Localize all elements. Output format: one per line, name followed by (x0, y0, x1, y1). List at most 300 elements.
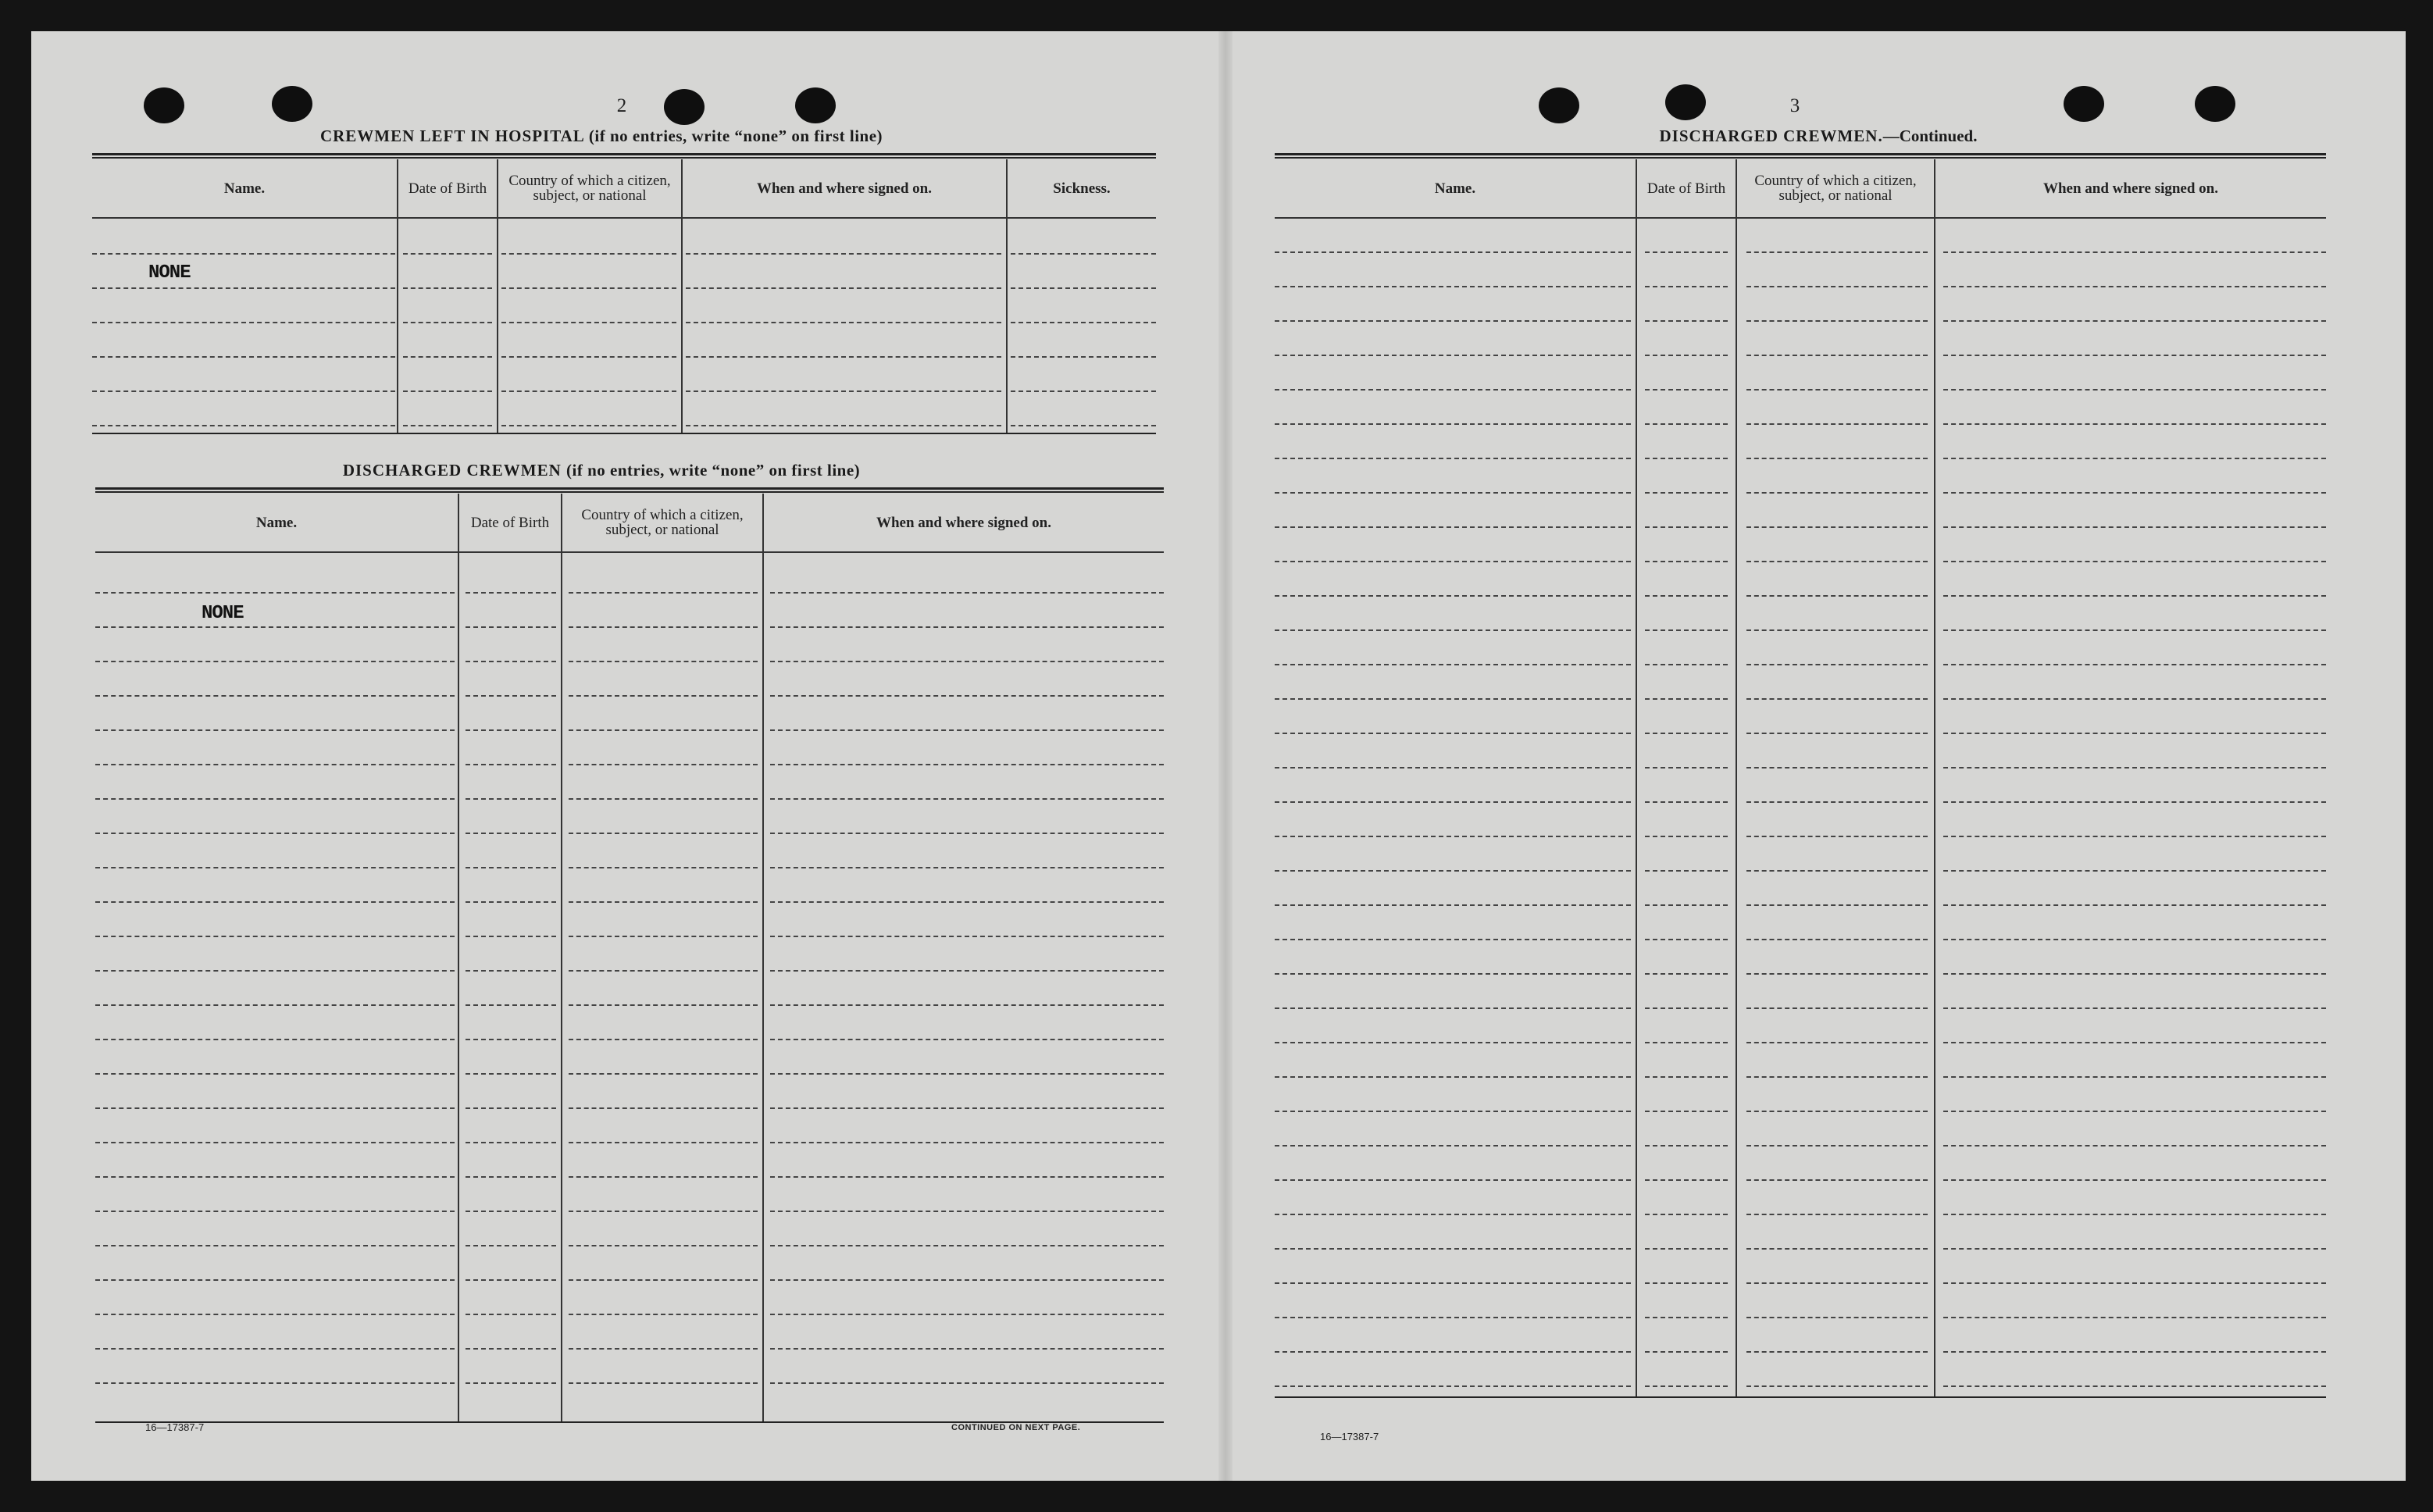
ruled-line (95, 1348, 455, 1350)
ruled-line (1943, 698, 2326, 700)
ruled-line (1645, 526, 1728, 528)
ruled-line (569, 901, 758, 903)
ruled-line (466, 901, 556, 903)
ruled-line (1275, 1282, 1631, 1284)
ruled-line (1746, 595, 1928, 597)
ruled-line (569, 798, 758, 800)
ruled-line (1645, 698, 1728, 700)
ruled-line (770, 1348, 1164, 1350)
ruled-line (1943, 664, 2326, 665)
ruled-line (1943, 629, 2326, 631)
ruled-line (1011, 287, 1156, 289)
form-number: 16—17387-7 (1320, 1431, 1379, 1442)
ruled-line (1746, 1282, 1928, 1284)
ruled-line (569, 729, 758, 731)
column-divider (1636, 159, 1637, 1396)
ruled-line (1645, 801, 1728, 803)
ruled-line (1943, 801, 2326, 803)
ruled-line (1275, 389, 1631, 390)
ruled-line (1943, 458, 2326, 459)
ruled-line (1746, 1007, 1928, 1009)
ruled-line (770, 970, 1164, 972)
ruled-line (466, 798, 556, 800)
ruled-line (1746, 1179, 1928, 1181)
ruled-line (1943, 939, 2326, 940)
ruled-line (466, 1039, 556, 1040)
ruled-line (1275, 801, 1631, 803)
ruled-line (403, 253, 492, 255)
ruled-line (466, 764, 556, 765)
ruled-line (1275, 904, 1631, 906)
ruled-line (1943, 561, 2326, 562)
ruled-line (466, 592, 556, 594)
col-header-country: Country of which a citizen, subject, or national (508, 173, 671, 204)
ruled-line (1943, 767, 2326, 768)
ruled-line (95, 1245, 455, 1246)
ruled-line (1943, 1007, 2326, 1009)
ruled-line (466, 936, 556, 937)
ruled-line (1645, 595, 1728, 597)
ruled-line (569, 936, 758, 937)
ruled-line (770, 833, 1164, 834)
ruled-line (1746, 286, 1928, 287)
ruled-line (1645, 767, 1728, 768)
ruled-line (95, 833, 455, 834)
ruled-line (770, 936, 1164, 937)
ruled-line (1645, 286, 1728, 287)
ruled-line (1746, 904, 1928, 906)
ruled-line (95, 764, 455, 765)
column-divider (681, 159, 683, 433)
ruled-line (1943, 251, 2326, 253)
ruled-line (1943, 526, 2326, 528)
page-fold (1218, 31, 1233, 1481)
ruled-line (1746, 1076, 1928, 1078)
ruled-line (1645, 836, 1728, 837)
ruled-line (770, 661, 1164, 662)
ruled-line (95, 729, 455, 731)
ruled-line (770, 695, 1164, 697)
ruled-line (501, 356, 676, 358)
ruled-line (95, 1211, 455, 1212)
left-page (31, 31, 1218, 1481)
ruled-line (92, 287, 395, 289)
ruled-line (403, 322, 492, 323)
col-header-name: Name. (223, 180, 266, 197)
column-divider (1736, 159, 1737, 1396)
ruled-line (1645, 320, 1728, 322)
ruled-line (569, 695, 758, 697)
ruled-line (1275, 458, 1631, 459)
ruled-line (770, 1004, 1164, 1006)
ruled-line (1645, 251, 1728, 253)
ruled-line (466, 1279, 556, 1281)
col-header-name: Name. (255, 514, 298, 531)
ruled-line (569, 1382, 758, 1384)
discharged-entry: NONE (202, 603, 244, 624)
ruled-line (1645, 1282, 1728, 1284)
ruled-line (1746, 458, 1928, 459)
ruled-line (770, 1382, 1164, 1384)
ruled-line (770, 592, 1164, 594)
ruled-line (1275, 629, 1631, 631)
ruled-line (770, 867, 1164, 868)
ruled-line (1943, 1385, 2326, 1387)
hospital-title-text: CREWMEN LEFT IN HOSPITAL (319, 127, 584, 145)
column-divider (1934, 159, 1935, 1396)
hospital-table (92, 153, 1156, 434)
punch-hole (664, 89, 705, 125)
col-header-country: Country of which a citizen, subject, or national (1754, 173, 1917, 204)
column-divider (1006, 159, 1008, 433)
ruled-line (569, 1211, 758, 1212)
ruled-line (1275, 939, 1631, 940)
ruled-line (686, 390, 1001, 392)
ruled-line (1645, 423, 1728, 425)
ruled-line (686, 356, 1001, 358)
ruled-line (770, 1073, 1164, 1075)
ruled-line (1645, 1111, 1728, 1112)
ruled-line (569, 1073, 758, 1075)
ruled-line (770, 1314, 1164, 1315)
ruled-line (686, 287, 1001, 289)
ruled-line (1943, 355, 2326, 356)
ruled-line (1746, 320, 1928, 322)
ruled-line (1645, 561, 1728, 562)
punch-hole (2064, 86, 2104, 122)
ruled-line (95, 695, 455, 697)
ruled-line (1645, 1385, 1728, 1387)
ruled-line (569, 1348, 758, 1350)
hospital-entry: NONE (148, 262, 191, 284)
ruled-line (1275, 1007, 1631, 1009)
ruled-line (501, 425, 676, 426)
ruled-line (92, 322, 395, 323)
ruled-line (1943, 1282, 2326, 1284)
ruled-line (95, 1039, 455, 1040)
ruled-line (466, 1314, 556, 1315)
right-title-suffix: —Continued. (1882, 127, 1978, 145)
ruled-line (1645, 629, 1728, 631)
right-section-title (1389, 127, 2248, 146)
ruled-line (92, 425, 395, 426)
ruled-line (1746, 801, 1928, 803)
table-bottom-rule (1275, 1396, 2326, 1398)
column-divider (458, 494, 459, 1421)
discharged-continued-table (1275, 153, 2326, 1398)
ruled-line (1943, 286, 2326, 287)
ruled-line (770, 1142, 1164, 1143)
ruled-line (95, 936, 455, 937)
ruled-line (95, 1314, 455, 1315)
ruled-line (1645, 1179, 1728, 1181)
ruled-line (1746, 492, 1928, 494)
ruled-line (1746, 1248, 1928, 1250)
ruled-line (1275, 526, 1631, 528)
ruled-line (1746, 629, 1928, 631)
ruled-line (1645, 1317, 1728, 1318)
ruled-line (1275, 1317, 1631, 1318)
ruled-line (1645, 1042, 1728, 1043)
ruled-line (95, 798, 455, 800)
ruled-line (1746, 1214, 1928, 1215)
ruled-line (1645, 1214, 1728, 1215)
ruled-line (1943, 1317, 2326, 1318)
ruled-line (501, 322, 676, 323)
ruled-line (95, 1279, 455, 1281)
table-top-rule (92, 153, 1156, 159)
ruled-line (1275, 973, 1631, 975)
header-rule (95, 551, 1164, 553)
ruled-line (1746, 733, 1928, 734)
ruled-line (770, 901, 1164, 903)
ruled-line (466, 1348, 556, 1350)
ruled-line (686, 425, 1001, 426)
ruled-line (569, 867, 758, 868)
ruled-line (403, 287, 492, 289)
table-top-rule (95, 487, 1164, 493)
ruled-line (1746, 664, 1928, 665)
ruled-line (466, 970, 556, 972)
ruled-line (1746, 939, 1928, 940)
ruled-line (1645, 389, 1728, 390)
ruled-line (770, 1107, 1164, 1109)
header-rule (92, 217, 1156, 219)
ruled-line (466, 626, 556, 628)
ruled-line (686, 253, 1001, 255)
form-number: 16—17387-7 (145, 1421, 205, 1433)
ruled-line (1011, 425, 1156, 426)
punch-hole (1665, 84, 1706, 120)
ruled-line (1943, 595, 2326, 597)
punch-hole (272, 86, 312, 122)
ruled-line (1645, 492, 1728, 494)
ruled-line (1645, 870, 1728, 872)
ruled-line (1275, 595, 1631, 597)
ruled-line (1645, 1007, 1728, 1009)
ruled-line (569, 970, 758, 972)
ruled-line (92, 390, 395, 392)
column-divider (497, 159, 498, 433)
ruled-line (466, 1211, 556, 1212)
col-header-dob: Date of Birth (470, 514, 550, 531)
ruled-line (1746, 1145, 1928, 1146)
ruled-line (770, 1176, 1164, 1178)
ruled-line (1645, 355, 1728, 356)
column-divider (762, 494, 764, 1421)
ruled-line (1645, 1351, 1728, 1353)
ruled-line (95, 867, 455, 868)
discharged-table (95, 487, 1164, 1423)
ruled-line (569, 592, 758, 594)
ruled-line (92, 253, 395, 255)
ruled-line (1943, 973, 2326, 975)
ruled-line (466, 695, 556, 697)
ruled-line (95, 661, 455, 662)
ruled-line (1645, 973, 1728, 975)
discharged-title-text: DISCHARGED CREWMEN (342, 461, 562, 480)
ruled-line (95, 626, 455, 628)
ruled-line (1943, 1111, 2326, 1112)
col-header-signed-on: When and where signed on. (876, 514, 1051, 531)
ruled-line (1011, 356, 1156, 358)
ruled-line (1746, 1351, 1928, 1353)
ruled-line (1275, 1179, 1631, 1181)
ruled-line (1275, 320, 1631, 322)
ruled-line (1645, 458, 1728, 459)
ruled-line (403, 356, 492, 358)
ruled-line (1943, 423, 2326, 425)
ruled-line (1645, 904, 1728, 906)
right-page (1233, 31, 2406, 1481)
ruled-line (1275, 1248, 1631, 1250)
ruled-line (466, 1382, 556, 1384)
ruled-line (1275, 492, 1631, 494)
ruled-line (1645, 939, 1728, 940)
ruled-line (1943, 1076, 2326, 1078)
header-rule (1275, 217, 2326, 219)
ruled-line (1746, 526, 1928, 528)
col-header-dob: Date of Birth (1646, 180, 1726, 197)
ruled-line (1275, 767, 1631, 768)
ruled-line (1943, 1214, 2326, 1215)
ruled-line (466, 1176, 556, 1178)
ruled-line (770, 729, 1164, 731)
ruled-line (501, 253, 676, 255)
ruled-line (466, 729, 556, 731)
ruled-line (1275, 355, 1631, 356)
ruled-line (770, 1279, 1164, 1281)
ruled-line (1746, 423, 1928, 425)
right-title-text: DISCHARGED CREWMEN. (1659, 127, 1883, 145)
ruled-line (770, 764, 1164, 765)
ruled-line (466, 661, 556, 662)
ruled-line (1943, 1351, 2326, 1353)
ruled-line (1943, 320, 2326, 322)
ruled-line (1275, 836, 1631, 837)
ruled-line (1275, 423, 1631, 425)
ruled-line (1746, 561, 1928, 562)
ruled-line (1275, 1214, 1631, 1215)
ruled-line (1275, 733, 1631, 734)
punch-hole (2195, 86, 2235, 122)
page-number: 2 (616, 95, 627, 116)
ruled-line (466, 1073, 556, 1075)
ruled-line (1746, 355, 1928, 356)
ruled-line (95, 1004, 455, 1006)
ruled-line (1275, 1042, 1631, 1043)
column-divider (397, 159, 398, 433)
ruled-line (1275, 698, 1631, 700)
col-header-sickness: Sickness. (1053, 180, 1111, 197)
ruled-line (92, 356, 395, 358)
col-header-dob: Date of Birth (408, 180, 487, 197)
ruled-line (1011, 390, 1156, 392)
ruled-line (569, 661, 758, 662)
ruled-line (1943, 1145, 2326, 1146)
ruled-line (569, 1245, 758, 1246)
ruled-line (569, 1314, 758, 1315)
ruled-line (1011, 253, 1156, 255)
ruled-line (95, 1382, 455, 1384)
table-bottom-rule (92, 433, 1156, 434)
punch-hole (795, 87, 836, 123)
ruled-line (501, 390, 676, 392)
ruled-line (95, 1107, 455, 1109)
ruled-line (466, 1107, 556, 1109)
ruled-line (1943, 1179, 2326, 1181)
ruled-line (770, 1039, 1164, 1040)
ruled-line (95, 970, 455, 972)
ruled-line (1943, 904, 2326, 906)
ruled-line (1943, 1042, 2326, 1043)
ruled-line (1645, 1076, 1728, 1078)
table-top-rule (1275, 153, 2326, 159)
continued-note: CONTINUED ON NEXT PAGE. (951, 1423, 1081, 1432)
col-header-signed-on: When and where signed on. (2042, 180, 2218, 197)
discharged-instruction: (if no entries, write “none” on first line) (566, 461, 861, 480)
ruled-line (1746, 389, 1928, 390)
ruled-line (1943, 492, 2326, 494)
ruled-line (1746, 1111, 1928, 1112)
ruled-line (1645, 664, 1728, 665)
ruled-line (1645, 1248, 1728, 1250)
ruled-line (1943, 733, 2326, 734)
ruled-line (1746, 870, 1928, 872)
ruled-line (1275, 1111, 1631, 1112)
column-divider (561, 494, 562, 1421)
ruled-line (95, 1176, 455, 1178)
page-number: 3 (1789, 95, 1800, 116)
col-header-signed-on: When and where signed on. (756, 180, 932, 197)
hospital-section-title (94, 127, 1109, 146)
col-header-country: Country of which a citizen, subject, or national (581, 507, 744, 538)
ruled-line (569, 1279, 758, 1281)
ruled-line (1746, 1385, 1928, 1387)
ruled-line (1275, 1351, 1631, 1353)
ruled-line (569, 1176, 758, 1178)
discharged-section-title (94, 461, 1109, 480)
ruled-line (1746, 973, 1928, 975)
ruled-line (569, 1004, 758, 1006)
punch-hole (1539, 87, 1579, 123)
ruled-line (1746, 836, 1928, 837)
ruled-line (1275, 561, 1631, 562)
ruled-line (1746, 698, 1928, 700)
ruled-line (1275, 664, 1631, 665)
ruled-line (770, 626, 1164, 628)
ruled-line (1645, 1145, 1728, 1146)
hospital-instruction: (if no entries, write “none” on first line) (588, 127, 883, 145)
ruled-line (403, 425, 492, 426)
ruled-line (1275, 870, 1631, 872)
ruled-line (1275, 1076, 1631, 1078)
ruled-line (466, 1245, 556, 1246)
ruled-line (770, 798, 1164, 800)
ruled-line (569, 626, 758, 628)
ruled-line (466, 1142, 556, 1143)
ruled-line (569, 833, 758, 834)
ruled-line (770, 1245, 1164, 1246)
ruled-line (466, 833, 556, 834)
ruled-line (466, 867, 556, 868)
ruled-line (466, 1004, 556, 1006)
ruled-line (1645, 733, 1728, 734)
ruled-line (1746, 767, 1928, 768)
ruled-line (95, 1073, 455, 1075)
ruled-line (1275, 286, 1631, 287)
ruled-line (95, 592, 455, 594)
